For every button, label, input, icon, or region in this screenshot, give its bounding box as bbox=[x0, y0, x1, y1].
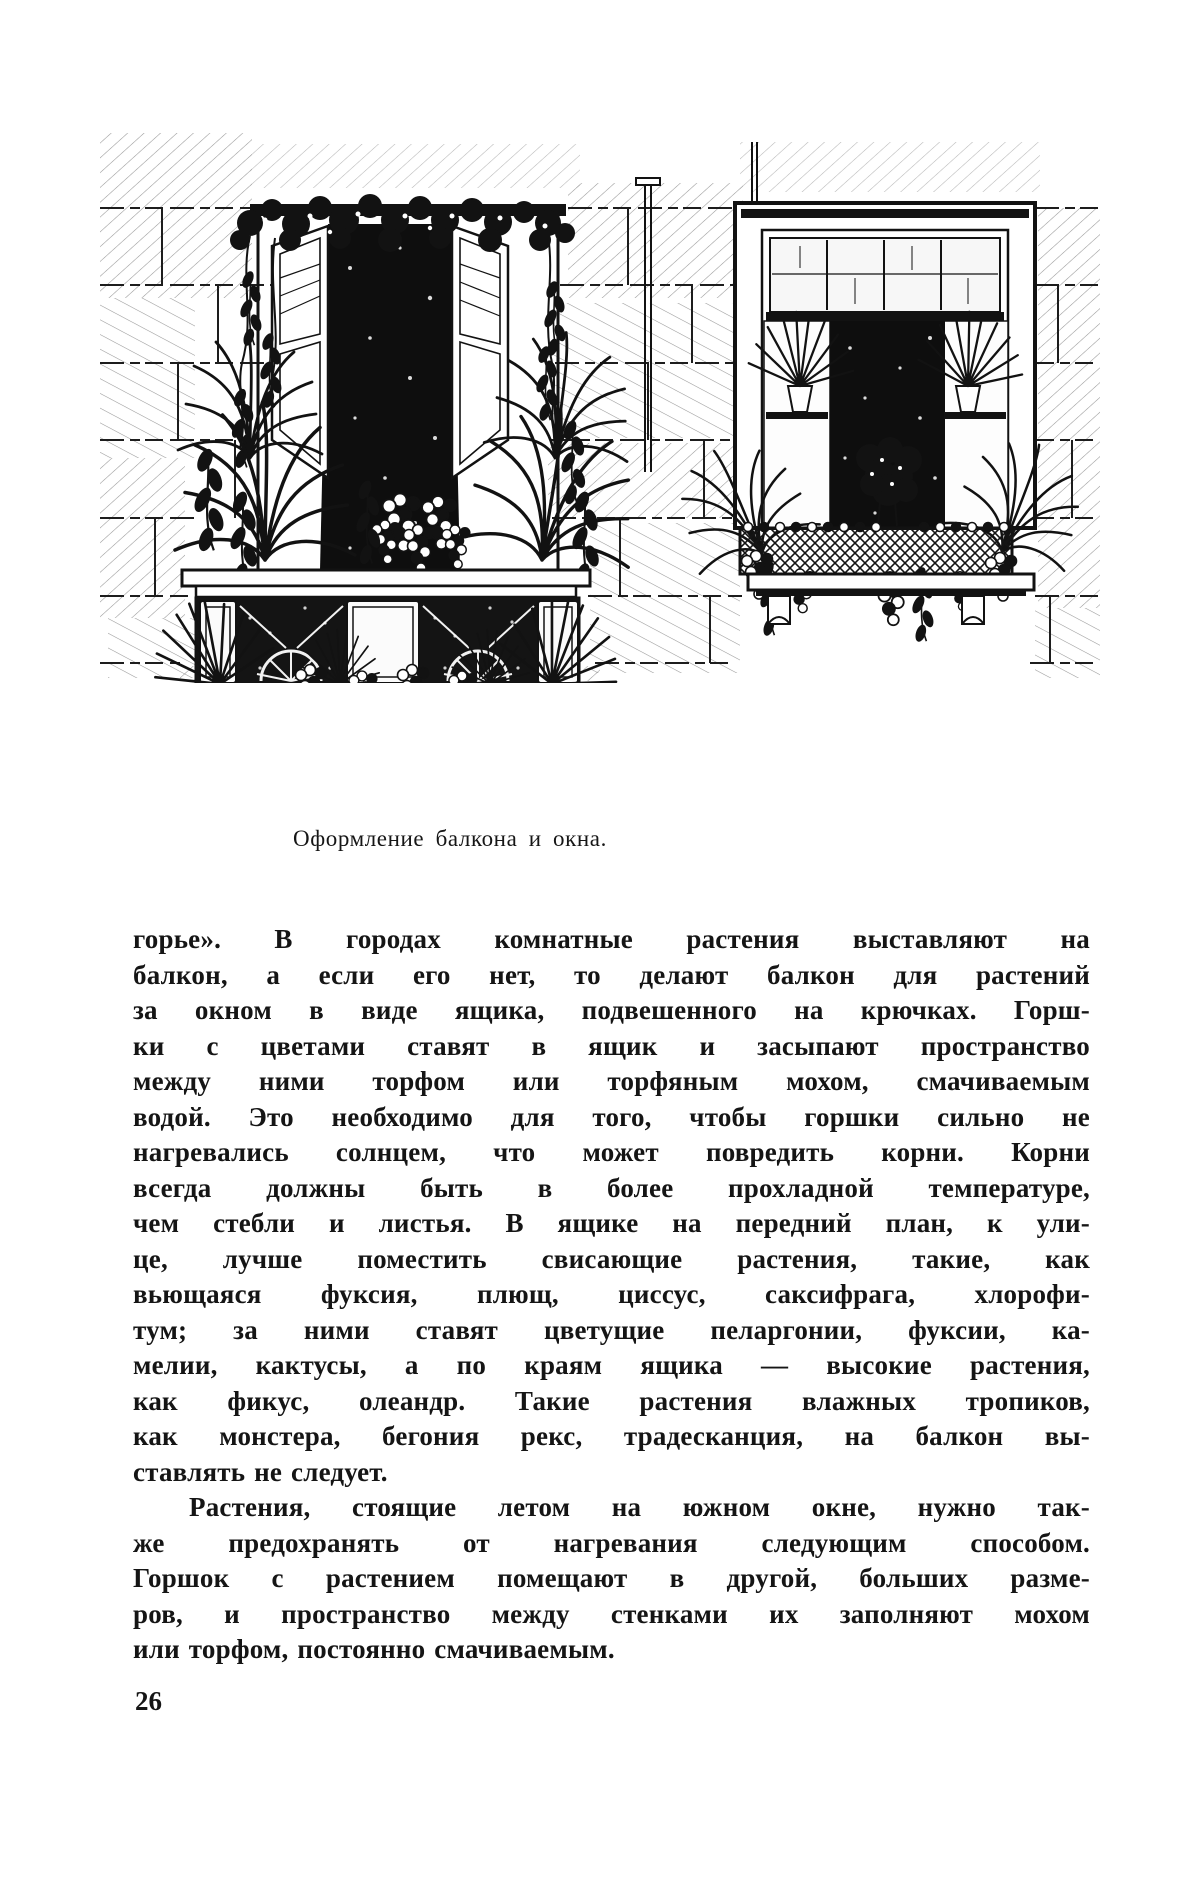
text-line: Горшок с растением помещают в другой, больших разме- bbox=[133, 1563, 1090, 1593]
engraving-illustration bbox=[100, 128, 1100, 683]
text-line: же предохранять от нагревания следующим способом. bbox=[133, 1527, 1090, 1558]
left-shutter bbox=[272, 226, 328, 478]
body-text bbox=[133, 922, 1090, 1668]
text-line: ки с цветами ставят в ящик и засыпают пространство bbox=[133, 1030, 1090, 1061]
text-line: между ними торфом или торфяным мохом, смачиваемым bbox=[133, 1066, 1090, 1096]
upper-sash bbox=[766, 238, 1004, 321]
window-sill-slab bbox=[748, 574, 1034, 596]
text-line: ров, и пространство между стенками их заполняют мохом bbox=[133, 1598, 1090, 1629]
paragraph-1 bbox=[133, 922, 1090, 1490]
figure-caption: Оформление балкона и окна. bbox=[293, 826, 607, 851]
text-line: вьющаяся фуксия, плющ, циссус, саксифрага, хлорофи- bbox=[133, 1279, 1090, 1309]
text-line: нагревались солнцем, что может повредить корни. Корни bbox=[133, 1137, 1090, 1167]
page-number: 26 bbox=[135, 1686, 162, 1716]
text-line: всегда должны быть в более прохладной температуре, bbox=[133, 1172, 1090, 1203]
text-line: горье». В городах комнатные растения выставляют на bbox=[133, 924, 1090, 954]
text-line: тум; за ними ставят цветущие пеларгонии, фуксии, ка- bbox=[133, 1314, 1090, 1345]
text-line: Растения, стоящие летом на южном окне, нужно так- bbox=[189, 1492, 1090, 1522]
right-shutter bbox=[452, 226, 508, 478]
text-line: балкон, а если его нет, то делают балкон для растений bbox=[133, 959, 1090, 990]
text-line: ставлять не следует. bbox=[133, 1456, 388, 1487]
text-line: за окном в виде ящика, подвешенного на крючках. Горш- bbox=[133, 995, 1090, 1025]
text-line: как фикус, олеандр. Такие растения влажных тропиков, bbox=[133, 1385, 1090, 1416]
text-line: це, лучше поместить свисающие растения, такие, как bbox=[133, 1243, 1090, 1274]
balcony-slab bbox=[182, 570, 590, 597]
text-line: мелии, кактусы, а по краям ящика — высокие растения, bbox=[133, 1350, 1090, 1380]
text-line: как монстера, бегония рекс, традесканция, на балкон вы- bbox=[133, 1421, 1090, 1451]
text-line: чем стебли и листья. В ящике на передний план, к ули- bbox=[133, 1208, 1090, 1238]
paragraph-2 bbox=[133, 1490, 1090, 1668]
text-line: или торфом, постоянно смачиваемым. bbox=[133, 1634, 615, 1664]
text-line: водой. Это необходимо для того, чтобы горшки сильно не bbox=[133, 1101, 1090, 1132]
